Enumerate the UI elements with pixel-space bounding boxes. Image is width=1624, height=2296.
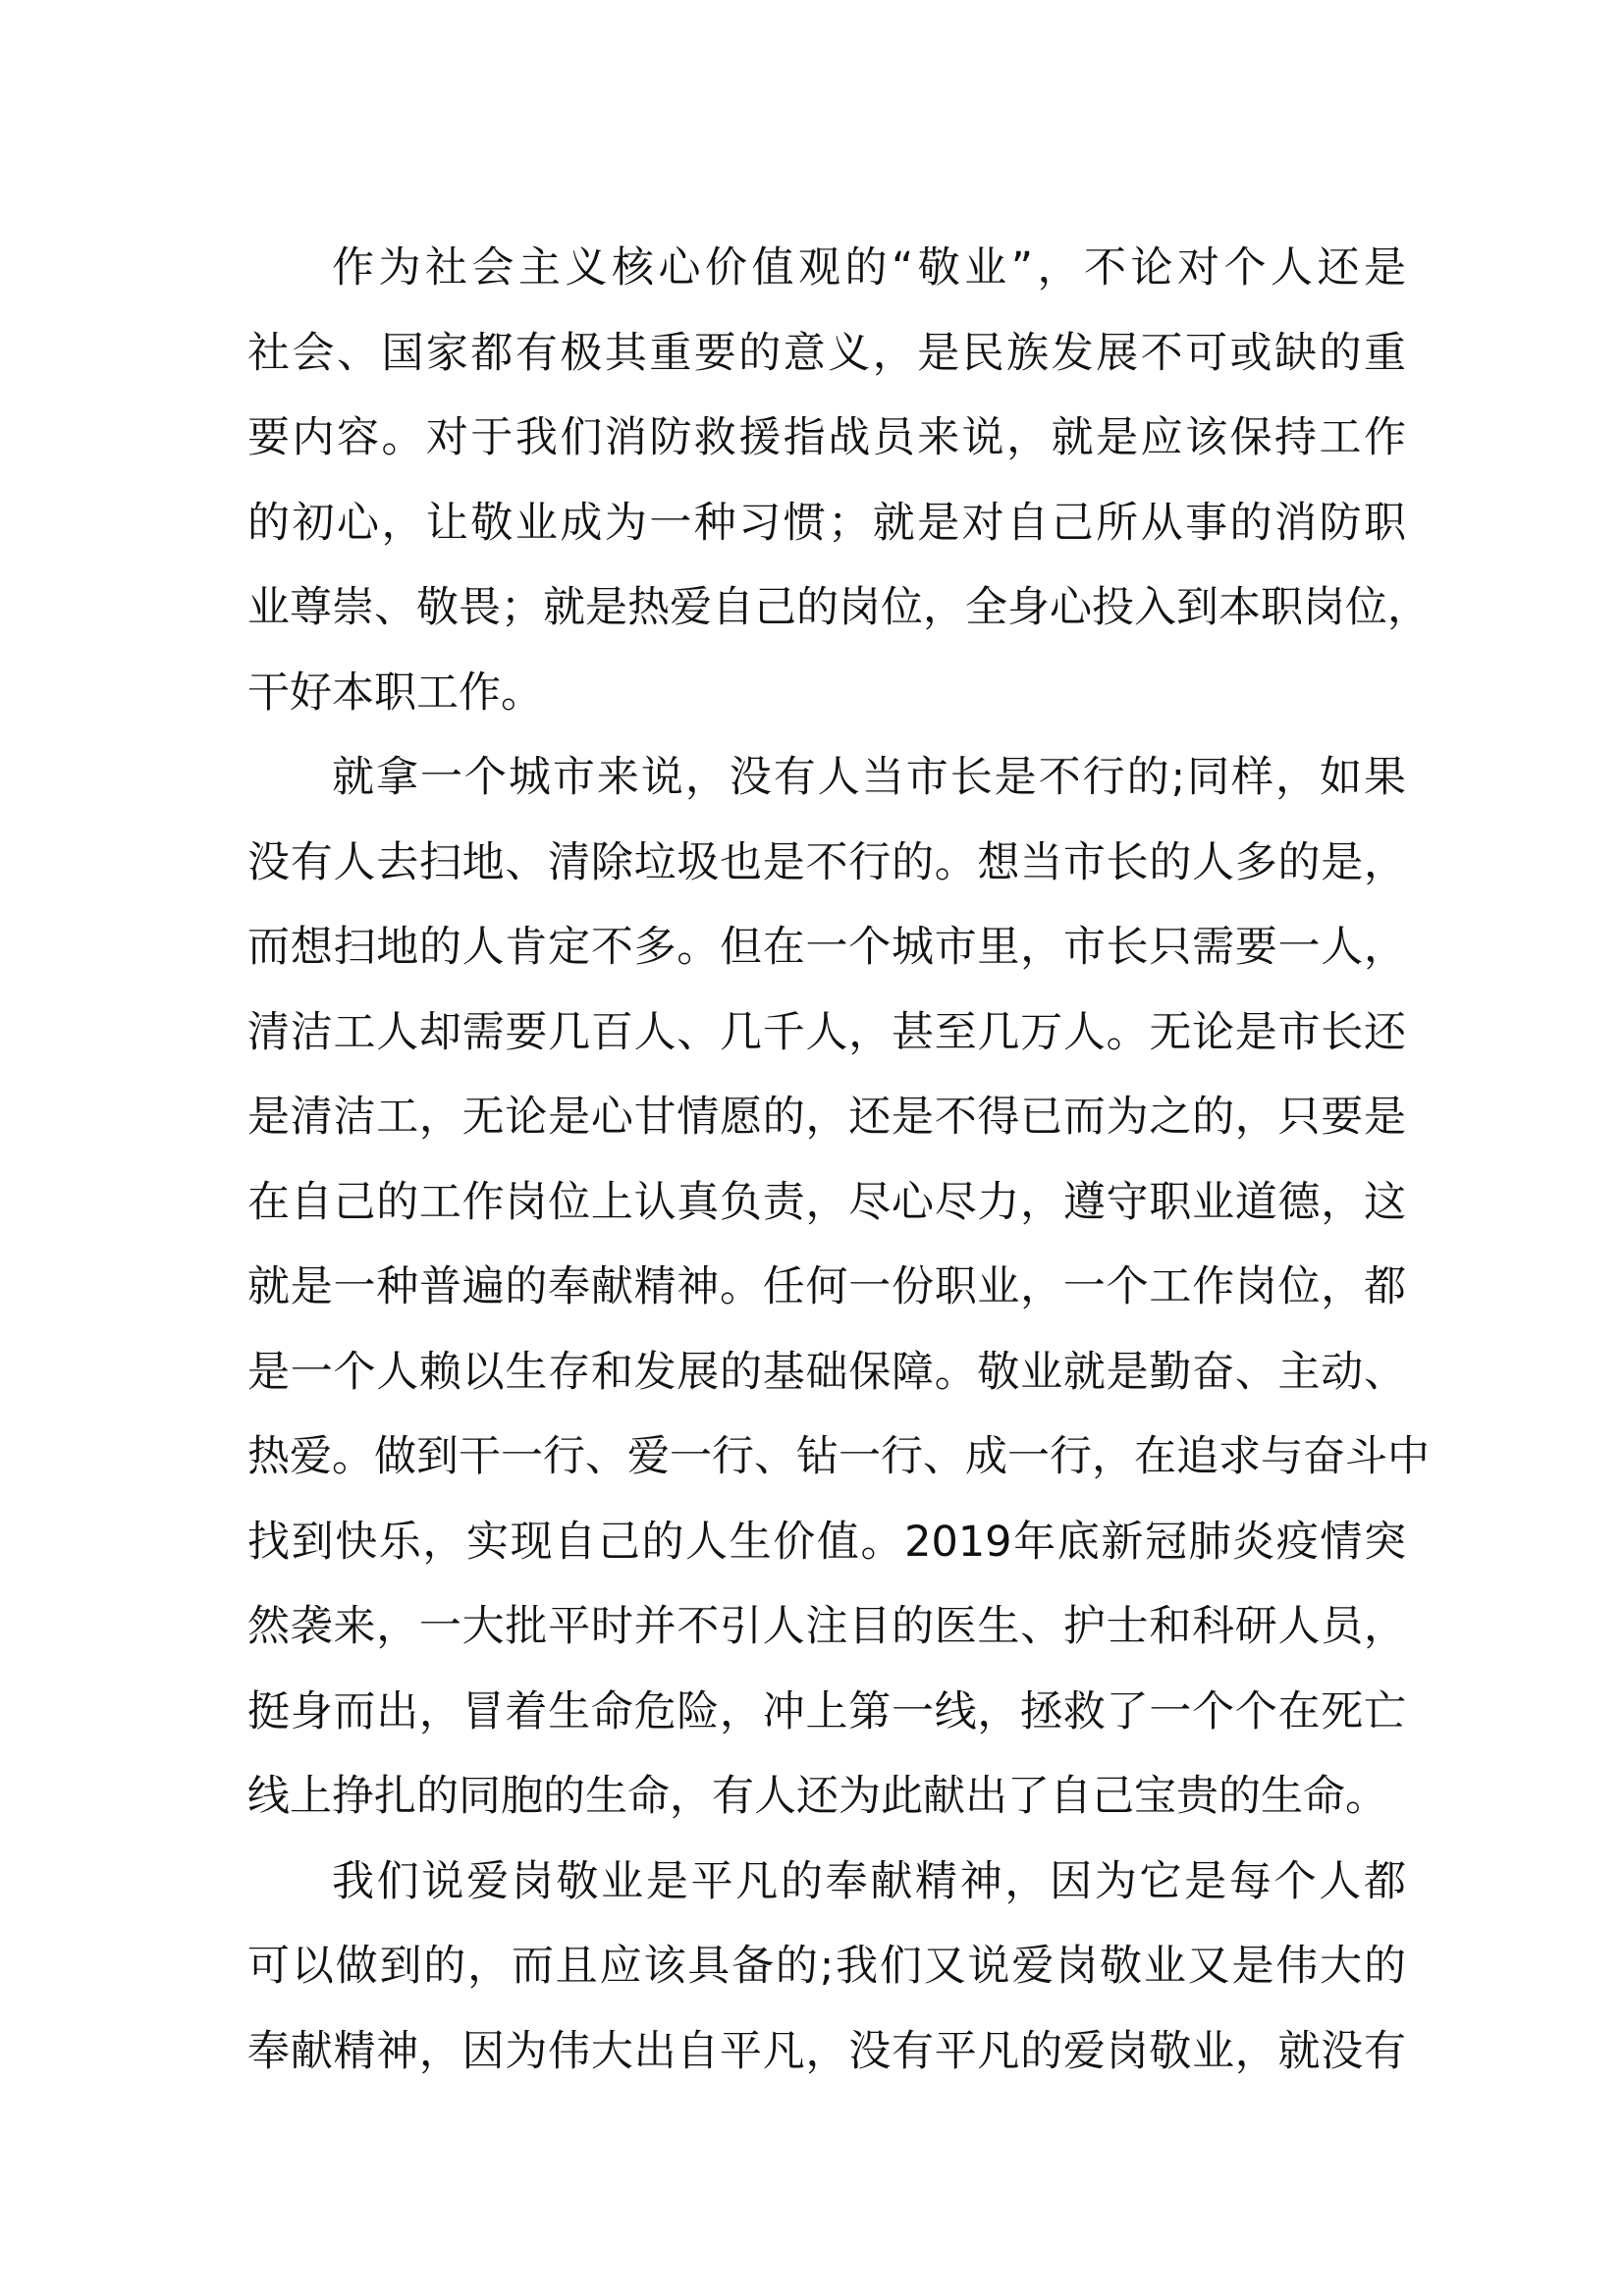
text-line: 在自己的工作岗位上认真负责，尽心尽力，遵守职业道德，这: [247, 1177, 1406, 1227]
text-line: 没有人去扫地、清除垃圾也是不行的。想当市长的人多的是，: [247, 837, 1406, 887]
text-line: 的初心，让敬业成为一种习惯；就是对自己所从事的消防职: [247, 498, 1406, 548]
paragraph-3: [247, 1840, 1406, 2095]
text-line: 然袭来，一大批平时并不引人注目的医生、护士和科研人员，: [247, 1602, 1406, 1651]
text-line: 而想扫地的人肯定不多。但在一个城市里，市长只需要一人，: [247, 923, 1406, 972]
paragraph-2: [247, 735, 1430, 1840]
text-line: 线上挣扎的同胞的生命，有人还为此献出了自己宝贵的生命。: [247, 1772, 1387, 1821]
text-line: 挺身而出，冒着生命危险，冲上第一线，拯救了一个个在死亡: [247, 1686, 1406, 1736]
text-line: 作为社会主义核心价值观的“敬业”，不论对个人还是: [332, 243, 1406, 293]
body-text: [247, 226, 1430, 2094]
text-line: 是清洁工，无论是心甘情愿的，还是不得已而为之的，只要是: [247, 1093, 1406, 1142]
text-line: 要内容。对于我们消防救援指战员来说，就是应该保持工作: [247, 413, 1406, 462]
text-line: 找到快乐，实现自己的人生价值。2019年底新冠肺炎疫情突: [247, 1517, 1406, 1567]
text-line: 可以做到的，而且应该具备的;我们又说爱岗敬业又是伟大的: [247, 1942, 1406, 1991]
paragraph-1: [247, 226, 1430, 735]
text-line: 业尊崇、敬畏；就是热爱自己的岗位，全身心投入到本职岗位，: [247, 583, 1430, 632]
text-line: 干好本职工作。: [247, 667, 543, 718]
text-line: 清洁工人却需要几百人、几千人，甚至几万人。无论是市长还: [247, 1007, 1406, 1057]
text-line: 就拿一个城市来说，没有人当市长是不行的;同样，如果: [332, 753, 1406, 802]
text-line: 社会、国家都有极其重要的意义，是民族发展不可或缺的重: [247, 328, 1406, 378]
text-line: 奉献精神，因为伟大出自平凡，没有平凡的爱岗敬业，就没有: [247, 2026, 1406, 2076]
text-line: 就是一种普遍的奉献精神。任何一份职业，一个工作岗位，都: [247, 1262, 1406, 1311]
text-line: 我们说爱岗敬业是平凡的奉献精神，因为它是每个人都: [332, 1856, 1406, 1906]
text-line: 热爱。做到干一行、爱一行、钻一行、成一行，在追求与奋斗中: [247, 1432, 1430, 1481]
text-line: 是一个人赖以生存和发展的基础保障。敬业就是勤奋、主动、: [247, 1347, 1406, 1397]
